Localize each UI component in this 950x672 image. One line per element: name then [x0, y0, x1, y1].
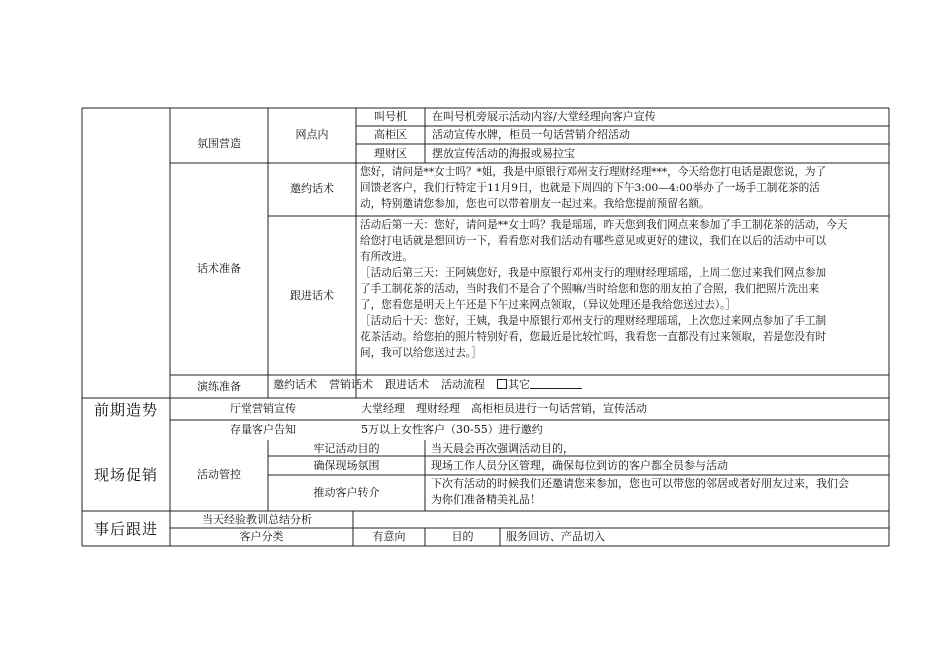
drill-option: 跟进话术: [385, 378, 429, 391]
followup-script-line: 了，您看您是明天上午还是下午过来网点领取，（异议处理还是我给您送过去）。］: [360, 299, 737, 311]
atmosphere-content-queue-machine: 在叫号机旁展示活动内容/大堂经理向客户宣传: [432, 110, 656, 123]
followup-script-line: 花茶活动。给您拍的照片特别好看，您最近是比较忙吗，我看您一直都没有过来领取，若是您没有时: [360, 331, 827, 343]
invite-script-label: 邀约话术: [290, 182, 334, 195]
onsite-item-atmosphere: 确保现场氛围: [313, 459, 380, 472]
atmosphere-sub-label: 网点内: [295, 128, 329, 141]
followup-script-label: 跟进话术: [290, 289, 334, 302]
other-blank-line: [530, 378, 582, 389]
onsite-sub-label: 活动管控: [197, 468, 241, 481]
drill-options: [273, 377, 582, 393]
followup-script-text: [360, 217, 886, 361]
followup-script-line: 了手工制花茶的活动，当时我们不是合了个照嘛/当时给您和您的朋友拍了合照，我们把照片洗出来: [360, 283, 820, 295]
summary-analysis-label: 当天经验教训总结分析: [202, 513, 312, 526]
onsite-content-purpose: 当天晨会再次强调活动目的，: [431, 442, 574, 455]
followup-script-line: 间，我可以给您送过去。］: [360, 347, 482, 359]
pre-campaign-item-lobby: 厅堂营销宣传: [230, 402, 296, 415]
invite-script-line: 回馈老客户，我们行特定于11月9日，也就是下周四的下午3:00—4:00举办了一场手工制花茶的活: [360, 182, 820, 194]
onsite-content-referral-line: 下次有活动的时候我们还邀请您来参加，您也可以带您的邻居或者好朋友过来，我们会: [431, 477, 849, 490]
followup-script-line: 给您打电话就是想回访一下，看看您对我们活动有哪些意见或更好的建议，我们在以后的活动中可以: [360, 235, 827, 247]
pre-campaign-content-existing: 5万以上女性客户（30-55）进行邀约: [361, 423, 543, 436]
invite-script-line: 您好，请问是**女士吗？*姐，我是中原银行邓州支行理财经理***，今天给您打电话是跟您说，为了: [360, 166, 827, 178]
other-option-label: 其它: [508, 378, 530, 391]
invite-script-text: [360, 164, 886, 212]
drill-label: 演练准备: [197, 380, 241, 393]
customer-type-label: 客户分类: [239, 530, 284, 543]
script-prep-label: 话术准备: [197, 262, 241, 275]
followup-script-line: 活动后第一天：您好，请问是**女士吗？我是瑶瑶，昨天您到我们网点来参加了手工制花茶的活动，今天: [360, 219, 848, 231]
onsite-item-purpose: 牢记活动目的: [313, 442, 380, 455]
atmosphere-content-wealth-area: 摆放宣传活动的海报或易拉宝: [432, 147, 575, 160]
followup-script-line: ［活动后第三天：王阿姨您好，我是中原银行邓州支行的理财经理瑶瑶，上周二您过来我们网点参加: [360, 267, 827, 279]
atmosphere-item-wealth-area: 理财区: [374, 147, 407, 160]
atmosphere-label: 氛围营造: [197, 137, 241, 150]
onsite-item-referral: 推动客户转介: [313, 486, 380, 499]
drill-option: 活动流程: [441, 378, 485, 391]
pre-campaign-content-lobby: 大堂经理 理财经理 高柜柜员进行一句话营销，宣传活动: [361, 402, 647, 415]
followup-script-line: ［活动后十天：您好，王姨，我是中原银行邓州支行的理财经理瑶瑶，上次您过来网点参加了手工制: [360, 315, 827, 327]
followup-script-line: 有所改进。: [360, 251, 413, 263]
after-followup-label: 事后跟进: [93, 520, 158, 538]
purpose-label: 目的: [451, 530, 474, 543]
pre-campaign-item-existing: 存量客户告知: [230, 423, 296, 436]
intent-label: 有意向: [372, 530, 406, 543]
atmosphere-item-queue-machine: 叫号机: [374, 110, 407, 123]
onsite-content-atmosphere: 现场工作人员分区管理，确保每位到访的客户都全员参与活动: [431, 459, 728, 472]
onsite-label: 现场促销: [93, 466, 158, 484]
pre-campaign-label: 前期造势: [93, 401, 158, 419]
other-checkbox[interactable]: [497, 379, 507, 389]
invite-script-line: 动，特别邀请您参加，您也可以带着朋友一起过来。我给您提前预留名额。: [360, 198, 710, 210]
onsite-content-referral-line: 为你们准备精美礼品！: [431, 493, 541, 506]
drill-option: 邀约话术: [273, 378, 317, 391]
atmosphere-item-high-counter: 高柜区: [374, 128, 407, 141]
drill-option: 营销话术: [329, 378, 373, 391]
purpose-value: 服务回访、产品切入: [506, 530, 605, 543]
atmosphere-content-high-counter: 活动宣传水牌，柜员一句话营销介绍活动: [432, 128, 630, 141]
